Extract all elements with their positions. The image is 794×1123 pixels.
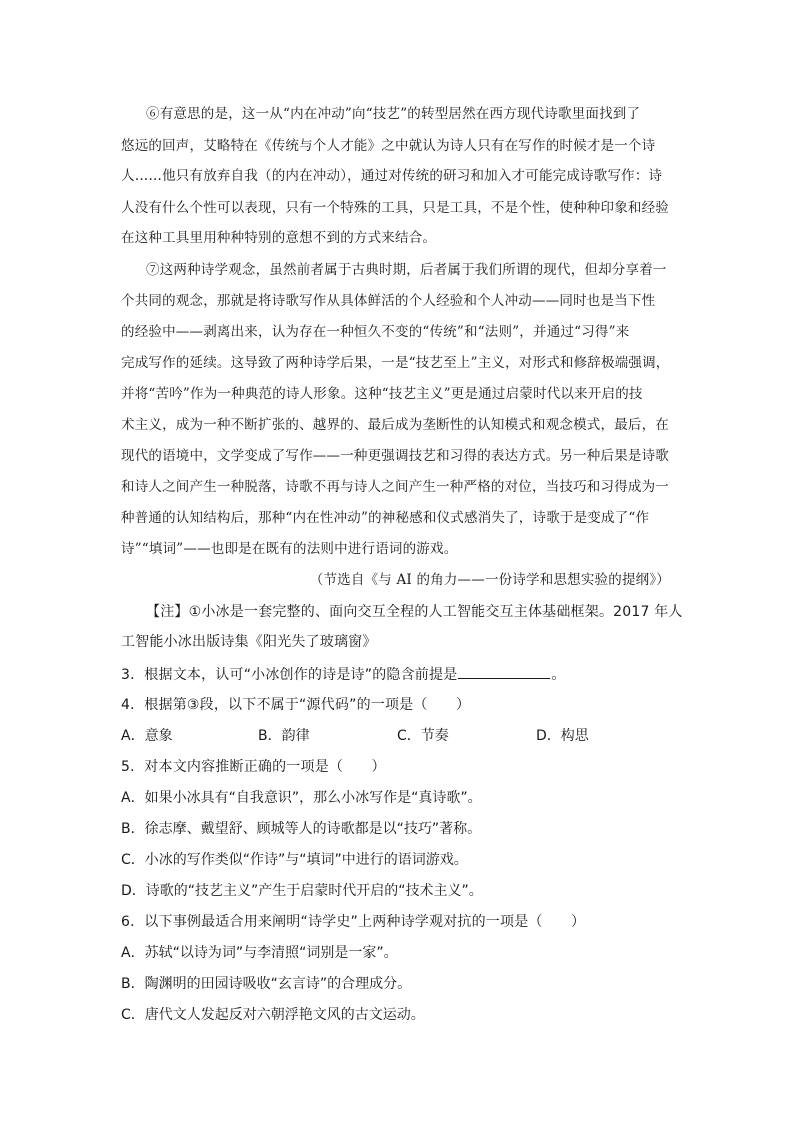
option-d[interactable]: D．构思 — [536, 728, 589, 744]
source-citation: （节选自《与 AI 的角力——一份诗学和思想实验的提纲》） — [309, 572, 670, 588]
passage-line: 在这种工具里用种种特别的意想不到的方式来结合。 — [121, 230, 437, 246]
option-c[interactable]: C．小冰的写作类似“作诗”与“填词”中进行的语词游戏。 — [121, 852, 468, 868]
note-line: 工智能小冰出版诗集《阳光失了玻璃窗》 — [121, 634, 377, 650]
passage-line: 现代的语境中，文学变成了写作——一种更强调技艺和习得的表达方式。另一种后果是诗歌 — [121, 448, 669, 464]
option-b[interactable]: B．陶渊明的田园诗吸收“玄言诗”的合理成分。 — [121, 976, 412, 992]
passage-line: 个共同的观念，那就是将诗歌写作从具体鲜活的个人经验和个人冲动——同时也是当下性 — [121, 293, 656, 309]
passage-line: ⑦这两种诗学观念，虽然前者属于古典时期，后者属于我们所谓的现代，但却分享着一 — [146, 262, 667, 278]
passage-line: 悠远的回声，艾略特在《传统与个人才能》之中就认为诗人只有在写作的时候才是一个诗 — [121, 138, 656, 154]
option-c[interactable]: C．唐代文人发起反对六朝浮艳文风的古文运动。 — [121, 1007, 425, 1023]
note-line: 【注】①小冰是一套完整的、面向交互全程的人工智能交互主体基础框架。2017 年人 — [146, 604, 683, 620]
passage-line: 的经验中——剥离出来，认为存在一种恒久不变的“传统”和“法则”，并通过“习得”来 — [121, 324, 630, 340]
question-4: 4．根据第③段，以下不属于“源代码”的一项是（ ） — [121, 697, 471, 713]
option-b[interactable]: B．徐志摩、戴望舒、顾城等人的诗歌都是以“技巧”著称。 — [121, 821, 482, 837]
option-a[interactable]: A．如果小冰具有“自我意识”，那么小冰写作是“真诗歌”。 — [121, 790, 482, 806]
passage-line: 完成写作的延续。这导致了两种诗学后果，一是“技艺至上”主义，对形式和修辞极端强调， — [121, 355, 670, 371]
option-a[interactable]: A．苏轼“以诗为词”与李清照“词别是一家”。 — [121, 945, 398, 961]
question-3-text: 3．根据文本，认可“小冰创作的诗是诗”的隐含前提是 — [121, 667, 458, 683]
passage-line: 人……他只有放弃自我（的内在冲动），通过对传统的研习和加入才可能完成诗歌写作：诗 — [121, 168, 663, 184]
question-5: 5．对本文内容推断正确的一项是（ ） — [121, 759, 386, 775]
passage-line: 人没有什么个性可以表现，只有一个特殊的工具，只是工具，不是个性，使种种印象和经验 — [121, 200, 669, 216]
question-6: 6．以下事例最适合用来阐明“诗学史”上两种诗学观对抗的一项是（ ） — [121, 914, 586, 930]
passage-line: 种普通的认知结构后，那种“内在性冲动”的神秘感和仪式感消失了，诗歌于是变成了“作 — [121, 510, 650, 526]
question-3-end: 。 — [551, 667, 566, 683]
passage-line: ⑥有意思的是，这一从“内在冲动”向“技艺”的转型居然在西方现代诗歌里面找到了 — [146, 106, 641, 122]
passage-line: 术主义，成为一种不断扩张的、越界的、最后成为垄断性的认知模式和观念模式，最后，在 — [121, 417, 669, 433]
option-d[interactable]: D．诗歌的“技艺主义”产生于启蒙时代开启的“技术主义”。 — [121, 883, 483, 899]
passage-line: 诗”“填词”——也即是在既有的法则中进行语词的游戏。 — [121, 541, 458, 557]
passage-line: 和诗人之间产生一种脱落，诗歌不再与诗人之间产生一种严格的对位，当技巧和习得成为一 — [121, 479, 669, 495]
option-a[interactable]: A．意象 — [121, 728, 173, 744]
option-c[interactable]: C．节奏 — [397, 728, 449, 744]
question-3 — [121, 664, 566, 685]
passage-line: 并将“苦吟”作为一种典范的诗人形象。这种“技艺主义”更是通过启蒙时代以来开启的技 — [121, 386, 643, 402]
option-b[interactable]: B．韵律 — [258, 728, 310, 744]
answer-blank[interactable] — [458, 664, 550, 679]
